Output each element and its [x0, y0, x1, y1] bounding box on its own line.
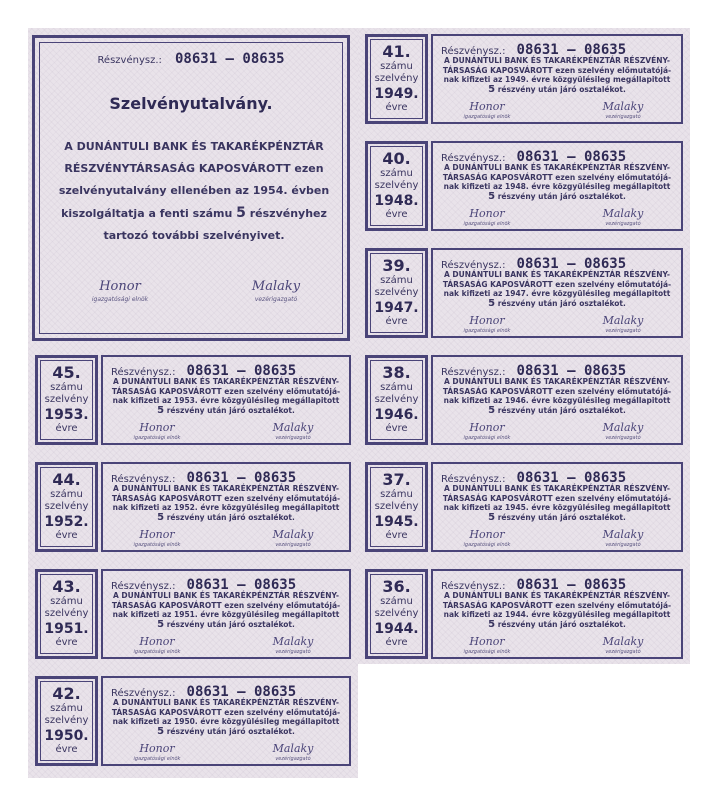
- coupon-serial-label: Részvénysz.:: [441, 260, 506, 271]
- coupon-text-line: A DUNÁNTULI BANK ÉS TAKARÉKPÉNZTÁR RÉSZVÉNY-: [444, 484, 670, 493]
- coupon-signature-director: [583, 207, 663, 227]
- coupon-text-line: [437, 299, 677, 309]
- coupon-number-box: [35, 569, 98, 659]
- coupon-number-box: [35, 462, 98, 552]
- coupon-year-word: évre: [385, 316, 408, 327]
- coupon-serial-label: Részvénysz.:: [111, 581, 176, 592]
- talon-signature-director: [221, 278, 331, 303]
- talon-body-line: szelvényutalvány ellenében az 1954. évben: [58, 184, 330, 197]
- coupon-number-box: [365, 141, 428, 231]
- coupon-serial-number: 08631 – 08635: [186, 470, 297, 486]
- signature-scrawl: Honor: [139, 528, 175, 541]
- coupon-serial-number: 08631 – 08635: [186, 577, 297, 593]
- coupon-number-word: szelvény: [44, 501, 89, 512]
- coupon-year-word: évre: [385, 637, 408, 648]
- signature-title: vezérigazgató: [605, 649, 641, 655]
- coupon-text-fragment: részvény után járó osztalékot.: [497, 619, 626, 629]
- coupon-text: [107, 591, 345, 629]
- talon-serial-number: 08631 – 08635: [174, 51, 285, 67]
- coupon-signature-director: [253, 635, 333, 655]
- coupon-signature-director: [583, 314, 663, 334]
- coupon-text-line: TÁRSASÁG KAPOSVÁROTT ezen szelvény előmutatójá-: [111, 493, 341, 503]
- signature-title: vezérigazgató: [605, 114, 641, 120]
- signature-scrawl: Honor: [139, 635, 175, 648]
- signature-scrawl: Honor: [469, 421, 505, 434]
- coupon-signature-director: [583, 421, 663, 441]
- coupon-text-line: TÁRSASÁG KAPOSVÁROTT ezen szelvény előmutatójá-: [442, 386, 672, 396]
- coupon-number: 41.: [382, 42, 411, 61]
- coupon-number: 45.: [52, 363, 81, 382]
- dividend-coupon: [362, 565, 686, 663]
- signature-title: igazgatósági elnök: [133, 435, 181, 441]
- coupon-year: 1951.: [44, 621, 89, 637]
- coupon-serial-label: Részvénysz.:: [441, 474, 506, 485]
- coupon-year-word: évre: [55, 637, 78, 648]
- talon-body-text: kiszolgáltatja a fenti számu: [61, 207, 233, 220]
- coupon-number-word: számu: [380, 596, 413, 607]
- signature-title: igazgatósági elnök: [463, 435, 511, 441]
- coupon-number-word: szelvény: [374, 608, 419, 619]
- coupon-body: [101, 676, 351, 766]
- coupon-year-word: évre: [55, 530, 78, 541]
- coupon-signature-director: [253, 742, 333, 762]
- coupon-number: 39.: [382, 256, 411, 275]
- coupon-signature-director: [583, 100, 663, 120]
- signature-scrawl: Malaky: [602, 635, 644, 648]
- signature-title: vezérigazgató: [254, 296, 298, 303]
- signature-scrawl: Malaky: [272, 528, 314, 541]
- coupon-text: [437, 56, 677, 94]
- dividend-coupon: [362, 30, 686, 128]
- coupon-text-line: [437, 620, 677, 630]
- coupon-signature-chairman: [447, 314, 527, 334]
- coupon-serial-label: Részvénysz.:: [441, 153, 506, 164]
- coupon-number-word: szelvény: [374, 501, 419, 512]
- signature-title: vezérigazgató: [275, 542, 311, 548]
- dividend-coupon: [362, 244, 686, 342]
- coupon-text-fragment: részvény után járó osztalékot.: [166, 512, 295, 522]
- talon-body-line: [49, 202, 339, 225]
- coupon-share-count: 5: [157, 511, 165, 523]
- coupon-signature-director: [253, 421, 333, 441]
- coupon-year: 1950.: [44, 728, 89, 744]
- coupon-signature-chairman: [117, 421, 197, 441]
- signature-title: vezérigazgató: [275, 435, 311, 441]
- talon-body-line: A DUNÁNTULI BANK ÉS TAKARÉKPÉNZTÁR: [64, 140, 324, 153]
- dividend-coupon: [362, 351, 686, 449]
- signature-scrawl: Malaky: [602, 421, 644, 434]
- coupon-text-line: [107, 406, 345, 416]
- signature-title: igazgatósági elnök: [133, 649, 181, 655]
- signature-scrawl: Malaky: [602, 100, 644, 113]
- signature-title: vezérigazgató: [605, 221, 641, 227]
- signature-scrawl: Honor: [469, 635, 505, 648]
- coupon-share-count: 5: [488, 297, 496, 309]
- coupon-number-box: [35, 355, 98, 445]
- coupon-text-line: nak kifizeti az 1951. évre közgyülésileg megállapitott: [112, 610, 340, 619]
- talon-body-line: tartozó további szelvényivet.: [103, 229, 285, 242]
- coupon-body: [431, 569, 683, 659]
- coupon-signature-chairman: [117, 742, 197, 762]
- coupon-body: [431, 248, 683, 338]
- coupon-year: 1948.: [374, 193, 419, 209]
- coupon-number-word: számu: [380, 275, 413, 286]
- coupon-number: 42.: [52, 684, 81, 703]
- signature-scrawl: Malaky: [602, 314, 644, 327]
- coupon-serial-number: 08631 – 08635: [516, 149, 627, 165]
- coupon-text-line: [437, 406, 677, 416]
- coupon-year: 1944.: [374, 621, 419, 637]
- signature-title: vezérigazgató: [605, 435, 641, 441]
- dividend-coupon: [362, 137, 686, 235]
- coupon-serial-label: Részvénysz.:: [441, 581, 506, 592]
- coupon-year: 1953.: [44, 407, 89, 423]
- signature-scrawl: Honor: [99, 279, 141, 294]
- signature-scrawl: Malaky: [272, 742, 314, 755]
- coupon-text-fragment: részvény után járó osztalékot.: [497, 298, 626, 308]
- coupon-text-line: A DUNÁNTULI BANK ÉS TAKARÉKPÉNZTÁR RÉSZVÉNY-: [444, 591, 670, 600]
- coupon-text-line: A DUNÁNTULI BANK ÉS TAKARÉKPÉNZTÁR RÉSZVÉNY-: [113, 377, 339, 386]
- signature-scrawl: Honor: [139, 742, 175, 755]
- signature-scrawl: Honor: [469, 100, 505, 113]
- coupon-text-line: nak kifizeti az 1952. évre közgyülésileg megállapitott: [112, 503, 340, 512]
- signature-title: vezérigazgató: [275, 649, 311, 655]
- coupon-year: 1945.: [374, 514, 419, 530]
- coupon-body: [431, 34, 683, 124]
- coupon-text-line: TÁRSASÁG KAPOSVÁROTT ezen szelvény előmutatójá-: [442, 493, 672, 503]
- signature-title: igazgatósági elnök: [133, 756, 181, 762]
- coupon-text-line: TÁRSASÁG KAPOSVÁROTT ezen szelvény előmutatójá-: [442, 600, 672, 610]
- coupon-text-line: [437, 513, 677, 523]
- signature-title: igazgatósági elnök: [463, 221, 511, 227]
- talon-share-count: 5: [236, 205, 246, 221]
- coupon-year-word: évre: [385, 423, 408, 434]
- coupon-text-line: A DUNÁNTULI BANK ÉS TAKARÉKPÉNZTÁR RÉSZVÉNY-: [113, 698, 339, 707]
- coupon-number-box: [365, 462, 428, 552]
- coupon-number-word: számu: [380, 489, 413, 500]
- coupon-serial-number: 08631 – 08635: [516, 363, 627, 379]
- coupon-number-word: szelvény: [374, 287, 419, 298]
- signature-scrawl: Malaky: [251, 279, 301, 294]
- coupon-text: [107, 484, 345, 522]
- signature-title: igazgatósági elnök: [463, 114, 511, 120]
- coupon-text-fragment: részvény után járó osztalékot.: [497, 191, 626, 201]
- coupon-text-line: nak kifizeti az 1944. évre közgyülésileg megállapitott: [443, 610, 671, 619]
- signature-title: igazgatósági elnök: [463, 328, 511, 334]
- coupon-number-word: számu: [50, 489, 83, 500]
- signature-title: vezérigazgató: [605, 328, 641, 334]
- signature-title: igazgatósági elnök: [91, 296, 149, 303]
- coupon-body: [431, 141, 683, 231]
- coupon-text-line: nak kifizeti az 1945. évre közgyülésileg megállapitott: [443, 503, 671, 512]
- coupon-signature-chairman: [447, 207, 527, 227]
- coupon-body: [101, 569, 351, 659]
- coupon-number: 38.: [382, 363, 411, 382]
- coupon-body: [101, 462, 351, 552]
- coupon-signature-chairman: [117, 528, 197, 548]
- coupon-serial-number: 08631 – 08635: [516, 42, 627, 58]
- coupon-text: [107, 698, 345, 736]
- coupon-year-word: évre: [55, 744, 78, 755]
- coupon-number-box: [365, 34, 428, 124]
- signature-title: igazgatósági elnök: [133, 542, 181, 548]
- talon-body-line: RÉSZVÉNYTÁRSASÁG KAPOSVÁROTT ezen: [64, 162, 324, 175]
- coupon-serial-number: 08631 – 08635: [516, 256, 627, 272]
- talon-serial-label: Részvénysz.:: [97, 55, 162, 66]
- coupon-signature-chairman: [447, 421, 527, 441]
- coupon-number-word: szelvény: [44, 715, 89, 726]
- coupon-body: [101, 355, 351, 445]
- signature-title: igazgatósági elnök: [463, 542, 511, 548]
- coupon-share-count: 5: [488, 618, 496, 630]
- coupon-body: [431, 462, 683, 552]
- coupon-text-line: nak kifizeti az 1947. évre közgyülésileg megállapitott: [443, 289, 671, 298]
- coupon-number: 43.: [52, 577, 81, 596]
- coupon-text-line: [437, 85, 677, 95]
- coupon-number-word: számu: [380, 382, 413, 393]
- coupon-text: [437, 484, 677, 522]
- coupon-number-box: [365, 569, 428, 659]
- coupon-signature-chairman: [447, 100, 527, 120]
- coupon-number-word: szelvény: [44, 608, 89, 619]
- signature-title: vezérigazgató: [275, 756, 311, 762]
- coupon-signature-director: [253, 528, 333, 548]
- dividend-coupon: [362, 458, 686, 556]
- coupon-share-count: 5: [488, 404, 496, 416]
- coupon-number-word: számu: [50, 596, 83, 607]
- coupon-share-count: 5: [488, 190, 496, 202]
- coupon-text-line: nak kifizeti az 1948. évre közgyülésileg megállapitott: [443, 182, 671, 191]
- coupon-text-fragment: részvény után járó osztalékot.: [497, 512, 626, 522]
- coupon-number-box: [365, 248, 428, 338]
- coupon-serial-label: Részvénysz.:: [441, 46, 506, 57]
- coupon-year-word: évre: [385, 102, 408, 113]
- coupon-year: 1949.: [374, 86, 419, 102]
- coupon-number-word: számu: [50, 382, 83, 393]
- coupon-number-word: szelvény: [374, 180, 419, 191]
- coupon-serial-label: Részvénysz.:: [111, 474, 176, 485]
- coupon-signature-director: [583, 528, 663, 548]
- coupon-year-word: évre: [55, 423, 78, 434]
- coupon-signature-chairman: [117, 635, 197, 655]
- signature-scrawl: Honor: [469, 528, 505, 541]
- coupon-serial-label: Részvénysz.:: [111, 367, 176, 378]
- coupon-signature-chairman: [447, 528, 527, 548]
- coupon-text-line: A DUNÁNTULI BANK ÉS TAKARÉKPÉNZTÁR RÉSZVÉNY-: [444, 270, 670, 279]
- signature-scrawl: Honor: [139, 421, 175, 434]
- coupon-number-box: [365, 355, 428, 445]
- coupon-text-line: TÁRSASÁG KAPOSVÁROTT ezen szelvény előmutatójá-: [442, 65, 672, 75]
- signature-scrawl: Honor: [469, 207, 505, 220]
- coupon-text-line: [107, 513, 345, 523]
- coupon-text-line: A DUNÁNTULI BANK ÉS TAKARÉKPÉNZTÁR RÉSZVÉNY-: [444, 377, 670, 386]
- talon-certificate: [32, 35, 350, 341]
- coupon-year-word: évre: [385, 209, 408, 220]
- coupon-body: [431, 355, 683, 445]
- coupon-number-word: számu: [50, 703, 83, 714]
- coupon-text-line: nak kifizeti az 1950. évre közgyülésileg megállapitott: [112, 717, 340, 726]
- coupon-text-fragment: részvény után járó osztalékot.: [166, 405, 295, 415]
- coupon-year: 1952.: [44, 514, 89, 530]
- coupon-share-count: 5: [488, 511, 496, 523]
- talon-signature-chairman: [65, 278, 175, 303]
- signature-scrawl: Malaky: [272, 635, 314, 648]
- coupon-year-word: évre: [385, 530, 408, 541]
- dividend-coupon: [32, 565, 354, 663]
- coupon-serial-number: 08631 – 08635: [186, 684, 297, 700]
- dividend-coupon: [32, 351, 354, 449]
- coupon-text-line: [437, 192, 677, 202]
- signature-scrawl: Malaky: [602, 207, 644, 220]
- coupon-number-box: [35, 676, 98, 766]
- coupon-share-count: 5: [488, 83, 496, 95]
- coupon-text-line: A DUNÁNTULI BANK ÉS TAKARÉKPÉNZTÁR RÉSZVÉNY-: [444, 56, 670, 65]
- coupon-text-line: A DUNÁNTULI BANK ÉS TAKARÉKPÉNZTÁR RÉSZVÉNY-: [444, 163, 670, 172]
- coupon-number: 37.: [382, 470, 411, 489]
- coupon-number-word: szelvény: [374, 394, 419, 405]
- coupon-share-count: 5: [157, 725, 165, 737]
- coupon-text: [437, 591, 677, 629]
- coupon-share-count: 5: [157, 404, 165, 416]
- coupon-text: [437, 163, 677, 201]
- coupon-number-word: számu: [380, 168, 413, 179]
- coupon-number: 40.: [382, 149, 411, 168]
- coupon-number: 44.: [52, 470, 81, 489]
- coupon-text-line: [107, 727, 345, 737]
- dividend-coupon: [32, 672, 354, 770]
- coupon-number-word: szelvény: [374, 73, 419, 84]
- coupon-text: [437, 270, 677, 308]
- signature-scrawl: Honor: [469, 314, 505, 327]
- coupon-year: 1946.: [374, 407, 419, 423]
- coupon-serial-label: Részvénysz.:: [441, 367, 506, 378]
- coupon-text: [107, 377, 345, 415]
- coupon-text-line: TÁRSASÁG KAPOSVÁROTT ezen szelvény előmutatójá-: [111, 707, 341, 717]
- signature-title: igazgatósági elnök: [463, 649, 511, 655]
- coupon-serial-label: Részvénysz.:: [111, 688, 176, 699]
- coupon-text-fragment: részvény után járó osztalékot.: [497, 84, 626, 94]
- coupon-text-fragment: részvény után járó osztalékot.: [166, 726, 295, 736]
- coupon-text-line: TÁRSASÁG KAPOSVÁROTT ezen szelvény előmutatójá-: [111, 386, 341, 396]
- coupon-text-line: TÁRSASÁG KAPOSVÁROTT ezen szelvény előmutatójá-: [111, 600, 341, 610]
- coupon-text-line: [107, 620, 345, 630]
- coupon-number: 36.: [382, 577, 411, 596]
- talon-body: [49, 136, 339, 247]
- coupon-signature-chairman: [447, 635, 527, 655]
- coupon-text-fragment: részvény után járó osztalékot.: [166, 619, 295, 629]
- talon-serial-row: [35, 48, 347, 67]
- coupon-serial-number: 08631 – 08635: [516, 470, 627, 486]
- signature-scrawl: Malaky: [602, 528, 644, 541]
- signature-title: vezérigazgató: [605, 542, 641, 548]
- coupon-text-line: A DUNÁNTULI BANK ÉS TAKARÉKPÉNZTÁR RÉSZVÉNY-: [113, 484, 339, 493]
- coupon-serial-number: 08631 – 08635: [516, 577, 627, 593]
- signature-scrawl: Malaky: [272, 421, 314, 434]
- talon-title: Szelvényutalvány.: [109, 94, 273, 113]
- coupon-year: 1947.: [374, 300, 419, 316]
- coupon-text-fragment: részvény után járó osztalékot.: [497, 405, 626, 415]
- coupon-text-line: nak kifizeti az 1946. évre közgyülésileg megállapitott: [443, 396, 671, 405]
- coupon-text-line: TÁRSASÁG KAPOSVÁROTT ezen szelvény előmutatójá-: [442, 279, 672, 289]
- coupon-signature-director: [583, 635, 663, 655]
- coupon-share-count: 5: [157, 618, 165, 630]
- dividend-coupon: [32, 458, 354, 556]
- coupon-text-line: A DUNÁNTULI BANK ÉS TAKARÉKPÉNZTÁR RÉSZVÉNY-: [113, 591, 339, 600]
- talon-body-text: részvényhez: [249, 207, 327, 220]
- coupon-text-line: TÁRSASÁG KAPOSVÁROTT ezen szelvény előmutatójá-: [442, 172, 672, 182]
- coupon-number-word: számu: [380, 61, 413, 72]
- coupon-number-word: szelvény: [44, 394, 89, 405]
- coupon-text-line: nak kifizeti az 1953. évre közgyülésileg megállapitott: [112, 396, 340, 405]
- coupon-serial-number: 08631 – 08635: [186, 363, 297, 379]
- coupon-text-line: nak kifizeti az 1949. évre közgyülésileg megállapitott: [443, 75, 671, 84]
- coupon-text: [437, 377, 677, 415]
